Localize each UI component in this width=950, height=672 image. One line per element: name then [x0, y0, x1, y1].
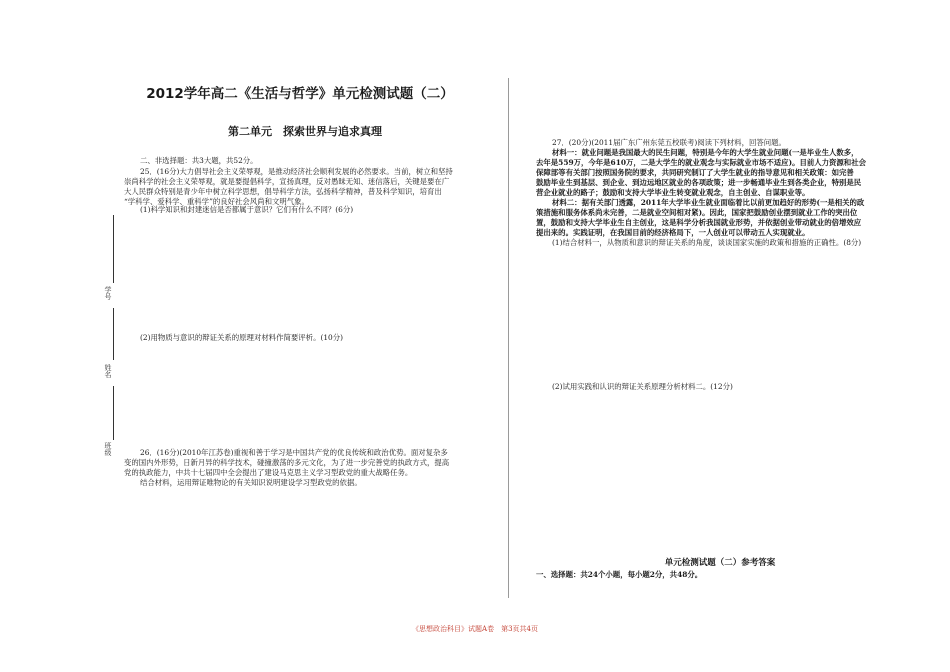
- q27-sub-1: (1)结合材料一，从物质和意识的辩证关系的角度，谈谈国家实施的政策和措施的正确性。(8分): [552, 238, 862, 247]
- q27-intro: 27．(20分)(2011届广东广州东莞五校联考)阅读下列材料，回答问题。: [552, 138, 786, 147]
- q25-line-1: 25．(16分)大力倡导社会主义荣辱观，是推动经济社会顺利发展的必然要求。当前，树立和坚持: [140, 167, 453, 176]
- q27-material1-line-5: 营企业就业的路子；鼓励和支持大学毕业生转变就业观念，自主创业、自谋职业等。: [536, 188, 810, 197]
- binding-line-mid: [113, 308, 114, 360]
- page-footer: 《思想政治科目》试题A卷 第3页共4页: [412, 625, 538, 633]
- binding-line-low: [113, 386, 114, 440]
- q26-line-4: 结合材料，运用辩证唯物论的有关知识说明建设学习型政党的依据。: [140, 478, 362, 487]
- answer-key-title: 单元检测试题（二）参考答案: [664, 558, 776, 568]
- q25-line-4: “学科学、爱科学、重科学”的良好社会风尚和文明气象。: [124, 197, 309, 206]
- q27-material2-line-1: 材料二：据有关部门透露，2011年大学毕业生就业面临着比以前更加趋好的形势(一是相关的政: [552, 198, 865, 207]
- q27-material1-line-2: 去年是559万，今年是610万，二是大学生的就业观念与实际就业市场不适应)。目前人力资源和社会: [536, 158, 866, 167]
- q27-material2-line-4: 提出来的。实践证明，在我国目前的经济格局下，一人创业可以带动五人实现就业。: [536, 228, 810, 237]
- q26-line-1: 26．(16分)(2010年江苏卷)重视和善于学习是中国共产党的优良传统和政治优势。面对复杂多: [140, 448, 448, 457]
- q25-sub-2: (2)用物质与意识的辩证关系的原理对材料作简要评析。(10分): [140, 333, 344, 342]
- unit-title: 第二单元 探索世界与追求真理: [228, 125, 382, 138]
- column-divider: [508, 78, 509, 598]
- class-label: 班级: [104, 442, 112, 456]
- name-label: 姓名: [104, 364, 112, 378]
- answer-key-line-1: 一、选择题：共24个小题，每小题2分，共48分。: [536, 570, 703, 579]
- binding-line-top: [113, 215, 114, 283]
- section-heading: 二、非选择题：共3大题，共52分。: [140, 156, 258, 165]
- q27-material2-line-2: 策措施和服务体系尚未完善，二是就业空间相对紧)。因此，国家把鼓励创业摆到就业工作的突出位: [536, 208, 858, 217]
- q27-material1-line-1: 材料一：就业问题是我国最大的民生问题，特别是今年的大学生就业问题(一是毕业生人数多，: [552, 148, 859, 157]
- q27-material2-line-3: 置，鼓励和支持大学毕业生自主创业，这是科学分析我国就业形势，并依据创业带动就业的倍增效应: [536, 218, 862, 227]
- q25-line-3: 大人民群众特别是青少年中树立科学思想，倡导科学方法，弘扬科学精神，普及科学知识，培育出: [124, 187, 442, 196]
- q26-line-3: 党的执政能力，中共十七届四中全会提出了建设马克思主义学习型政党的重大战略任务。: [124, 468, 413, 477]
- q26-line-2: 变的国内外形势，日新月异的科学技术，碰撞激荡的多元文化，为了进一步完善党的执政方式，提高: [124, 458, 450, 467]
- student-id-label: 学号: [104, 286, 112, 300]
- q27-sub-2: (2)试用实践和认识的辩证关系原理分析材料二。(12分): [552, 382, 733, 391]
- q27-material1-line-3: 保障部等有关部门按照国务院的要求，共同研究制订了大学生就业的指导意见和相关政策：如完善: [536, 168, 854, 177]
- q25-sub-1: (1)科学知识和封建迷信是否都属于意识？它们有什么不同？(6分): [140, 205, 354, 214]
- page-title: 2012学年高二《生活与哲学》单元检测试题（二）: [146, 86, 454, 102]
- q25-line-2: 崇尚科学的社会主义荣辱观，就是要提倡科学，宣扬真理，反对愚昧无知、迷信落后，关键是要在广: [124, 177, 450, 186]
- q27-material1-line-4: 鼓励毕业生到基层、到企业、到边远地区就业的各项政策；进一步畅通毕业生到各类企业，特别是民: [536, 178, 862, 187]
